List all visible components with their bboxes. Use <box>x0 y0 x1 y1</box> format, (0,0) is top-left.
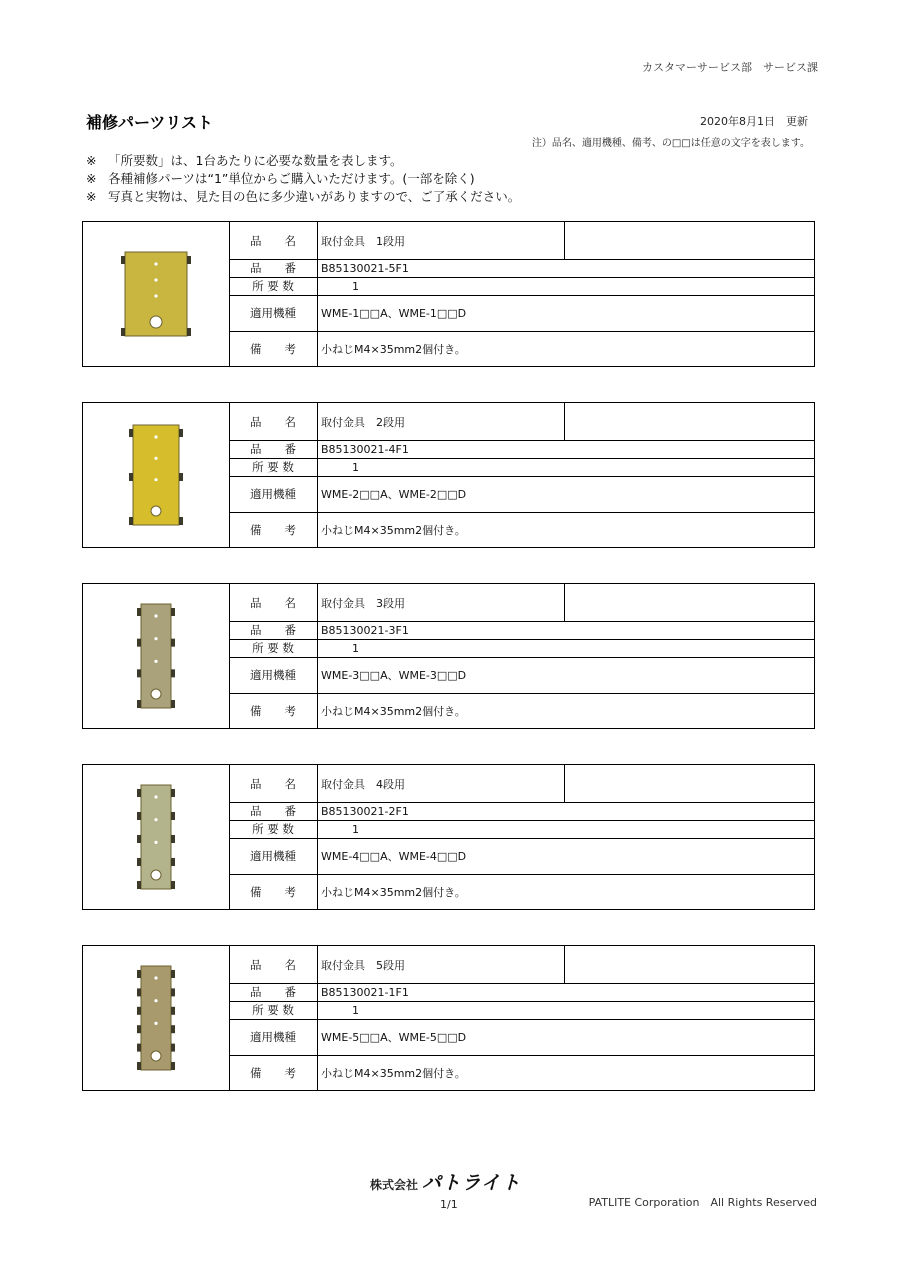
notice-item <box>86 152 520 170</box>
bracket-tab <box>129 473 133 481</box>
bracket-tab <box>171 881 175 889</box>
bracket-tab <box>171 1044 175 1052</box>
field-value: B85130021-4F1 <box>321 442 409 456</box>
field-label: 所 要 数 <box>229 458 318 476</box>
part-number-row <box>229 440 814 459</box>
field-label: 備 考 <box>229 1055 318 1090</box>
part-number-row <box>229 983 814 1002</box>
part-entry <box>82 402 815 548</box>
screw-hole <box>154 841 157 844</box>
field-label: 適用機種 <box>229 838 318 874</box>
field-value: 取付金具 4段用 <box>321 777 405 791</box>
field-label: 所 要 数 <box>229 1001 318 1019</box>
bracket-tab <box>187 256 191 264</box>
part-spec-table <box>229 222 814 366</box>
field-label: 品 名 <box>229 946 318 983</box>
field-label: 適用機種 <box>229 657 318 693</box>
bracket-tab <box>129 429 133 437</box>
field-value: B85130021-3F1 <box>321 623 409 637</box>
field-value: 1 <box>352 641 359 655</box>
part-spec-table <box>229 584 814 728</box>
bracket-tab <box>121 256 125 264</box>
notice-text: 各種補修パーツは“1”単位からご購入いただけます。(一部を除く) <box>108 171 475 186</box>
models-row <box>229 1019 814 1056</box>
models-row <box>229 838 814 875</box>
part-spec-table <box>229 765 814 909</box>
bracket-tab <box>137 970 141 978</box>
field-label: 適用機種 <box>229 476 318 512</box>
screw-hole <box>154 818 157 821</box>
screw-hole <box>154 262 157 265</box>
field-value: 小ねじM4×35mm2個付き。 <box>321 704 466 718</box>
part-photo <box>83 946 230 1090</box>
field-value: 取付金具 3段用 <box>321 596 405 610</box>
bracket-tab <box>179 473 183 481</box>
notice-item <box>86 188 520 206</box>
notice-item <box>86 170 520 188</box>
bracket-tab <box>171 608 175 616</box>
models-row <box>229 295 814 332</box>
notice-list <box>86 152 520 206</box>
part-name-row <box>229 584 814 622</box>
field-value: 小ねじM4×35mm2個付き。 <box>321 523 466 537</box>
department-label: カスタマーサービス部 サービス課 <box>642 61 818 74</box>
field-label: 品 名 <box>229 222 318 259</box>
screw-hole <box>154 614 157 617</box>
part-entry <box>82 221 815 367</box>
reference-mark: ※ <box>86 189 97 204</box>
field-label: 品 番 <box>229 440 318 458</box>
remarks-row <box>229 874 814 909</box>
field-value: 1 <box>352 279 359 293</box>
field-value: 取付金具 1段用 <box>321 234 405 248</box>
field-label: 品 名 <box>229 765 318 802</box>
field-value: 1 <box>352 1003 359 1017</box>
part-name-row <box>229 403 814 441</box>
field-value: 1 <box>352 822 359 836</box>
bracket-tab <box>137 669 141 677</box>
part-entry <box>82 764 815 910</box>
bracket-image <box>83 584 229 728</box>
remarks-row <box>229 512 814 547</box>
screw-hole <box>154 278 157 281</box>
field-label: 適用機種 <box>229 295 318 331</box>
part-photo <box>83 403 230 547</box>
part-photo <box>83 222 230 366</box>
screw-hole <box>154 1022 157 1025</box>
bracket-tab <box>171 1025 175 1033</box>
bracket-tab <box>171 835 175 843</box>
part-name-row <box>229 946 814 984</box>
bracket-tab <box>137 1025 141 1033</box>
empty-cell-divider <box>564 403 565 440</box>
empty-cell-divider <box>564 765 565 802</box>
bracket-tab <box>187 328 191 336</box>
field-label: 品 番 <box>229 621 318 639</box>
copyright-notice: PATLITE Corporation All Rights Reserved <box>588 1196 817 1209</box>
bracket-tab <box>171 1062 175 1070</box>
bracket-tab <box>137 812 141 820</box>
remarks-row <box>229 1055 814 1090</box>
field-value: WME-3□□A、WME-3□□D <box>321 669 467 682</box>
bracket-tab <box>171 858 175 866</box>
bracket-tab <box>171 789 175 797</box>
bracket-image <box>83 222 229 366</box>
screw-hole <box>154 660 157 663</box>
field-value: B85130021-5F1 <box>321 261 409 275</box>
field-label: 品 名 <box>229 403 318 440</box>
empty-cell-divider <box>564 946 565 983</box>
screw-hole <box>154 999 157 1002</box>
bracket-hole <box>151 1051 161 1061</box>
bracket-tab <box>171 812 175 820</box>
bracket-tab <box>137 700 141 708</box>
models-row <box>229 476 814 513</box>
bracket-tab <box>171 970 175 978</box>
bracket-tab <box>137 881 141 889</box>
bracket-tab <box>137 608 141 616</box>
part-number-row <box>229 621 814 640</box>
field-value: 取付金具 5段用 <box>321 958 405 972</box>
field-value: WME-5□□A、WME-5□□D <box>321 1031 467 1044</box>
quantity-row <box>229 277 814 296</box>
field-label: 品 番 <box>229 983 318 1001</box>
field-label: 備 考 <box>229 874 318 909</box>
company-logo <box>370 1168 521 1195</box>
field-value: 1 <box>352 460 359 474</box>
part-number-row <box>229 802 814 821</box>
field-label: 品 番 <box>229 259 318 277</box>
field-label: 備 考 <box>229 331 318 366</box>
bracket-tab <box>171 1007 175 1015</box>
screw-hole <box>154 457 157 460</box>
bracket-tab <box>137 858 141 866</box>
notice-text: 「所要数」は、1台あたりに必要な数量を表します。 <box>108 153 403 168</box>
notation-note: 注）品名、適用機種、備考、の□□は任意の文字を表します。 <box>531 138 810 149</box>
updated-date: 2020年8月1日 更新 <box>700 115 808 128</box>
field-value: 取付金具 2段用 <box>321 415 405 429</box>
part-number-row <box>229 259 814 278</box>
quantity-row <box>229 1001 814 1020</box>
bracket-tab <box>137 1044 141 1052</box>
notice-text: 写真と実物は、見た目の色に多少違いがありますので、ご了承ください。 <box>108 189 521 204</box>
bracket-image <box>83 765 229 909</box>
field-label: 備 考 <box>229 512 318 547</box>
bracket-tab <box>137 988 141 996</box>
company-brand: パトライト <box>422 1172 522 1194</box>
bracket-tab <box>179 429 183 437</box>
empty-cell-divider <box>564 222 565 259</box>
screw-hole <box>154 976 157 979</box>
bracket-tab <box>137 1007 141 1015</box>
field-label: 適用機種 <box>229 1019 318 1055</box>
part-name-row <box>229 222 814 260</box>
empty-cell-divider <box>564 584 565 621</box>
bracket-tab <box>129 517 133 525</box>
bracket-tab <box>179 517 183 525</box>
quantity-row <box>229 820 814 839</box>
bracket-tab <box>121 328 125 336</box>
part-spec-table <box>229 946 814 1090</box>
bracket-tab <box>171 988 175 996</box>
field-value: 小ねじM4×35mm2個付き。 <box>321 1066 466 1080</box>
bracket-image <box>83 403 229 547</box>
field-value: WME-1□□A、WME-1□□D <box>321 307 467 320</box>
field-label: 品 名 <box>229 584 318 621</box>
bracket-tab <box>171 669 175 677</box>
screw-hole <box>154 435 157 438</box>
quantity-row <box>229 639 814 658</box>
part-name-row <box>229 765 814 803</box>
bracket-hole <box>151 689 161 699</box>
part-entry <box>82 945 815 1091</box>
bracket-tab <box>171 639 175 647</box>
field-label: 所 要 数 <box>229 639 318 657</box>
field-label: 所 要 数 <box>229 820 318 838</box>
bracket-tab <box>137 1062 141 1070</box>
bracket-hole <box>151 870 161 880</box>
field-label: 備 考 <box>229 693 318 728</box>
screw-hole <box>154 795 157 798</box>
bracket-tab <box>137 835 141 843</box>
screw-hole <box>154 637 157 640</box>
remarks-row <box>229 693 814 728</box>
field-label: 品 番 <box>229 802 318 820</box>
field-value: B85130021-1F1 <box>321 985 409 999</box>
models-row <box>229 657 814 694</box>
bracket-tab <box>137 639 141 647</box>
part-photo <box>83 765 230 909</box>
field-value: WME-2□□A、WME-2□□D <box>321 488 467 501</box>
page-title: 補修パーツリスト <box>86 113 214 132</box>
bracket-tab <box>171 700 175 708</box>
bracket-hole <box>151 506 161 516</box>
part-spec-table <box>229 403 814 547</box>
field-value: WME-4□□A、WME-4□□D <box>321 850 467 863</box>
part-entry <box>82 583 815 729</box>
remarks-row <box>229 331 814 366</box>
screw-hole <box>154 294 157 297</box>
bracket-hole <box>150 316 162 328</box>
field-value: 小ねじM4×35mm2個付き。 <box>321 342 466 356</box>
field-value: 小ねじM4×35mm2個付き。 <box>321 885 466 899</box>
quantity-row <box>229 458 814 477</box>
reference-mark: ※ <box>86 153 97 168</box>
page-number: 1/1 <box>440 1198 458 1211</box>
bracket-tab <box>137 789 141 797</box>
part-photo <box>83 584 230 728</box>
bracket-image <box>83 946 229 1090</box>
field-value: B85130021-2F1 <box>321 804 409 818</box>
screw-hole <box>154 478 157 481</box>
company-prefix: 株式会社 <box>370 1178 419 1192</box>
field-label: 所 要 数 <box>229 277 318 295</box>
reference-mark: ※ <box>86 171 97 186</box>
